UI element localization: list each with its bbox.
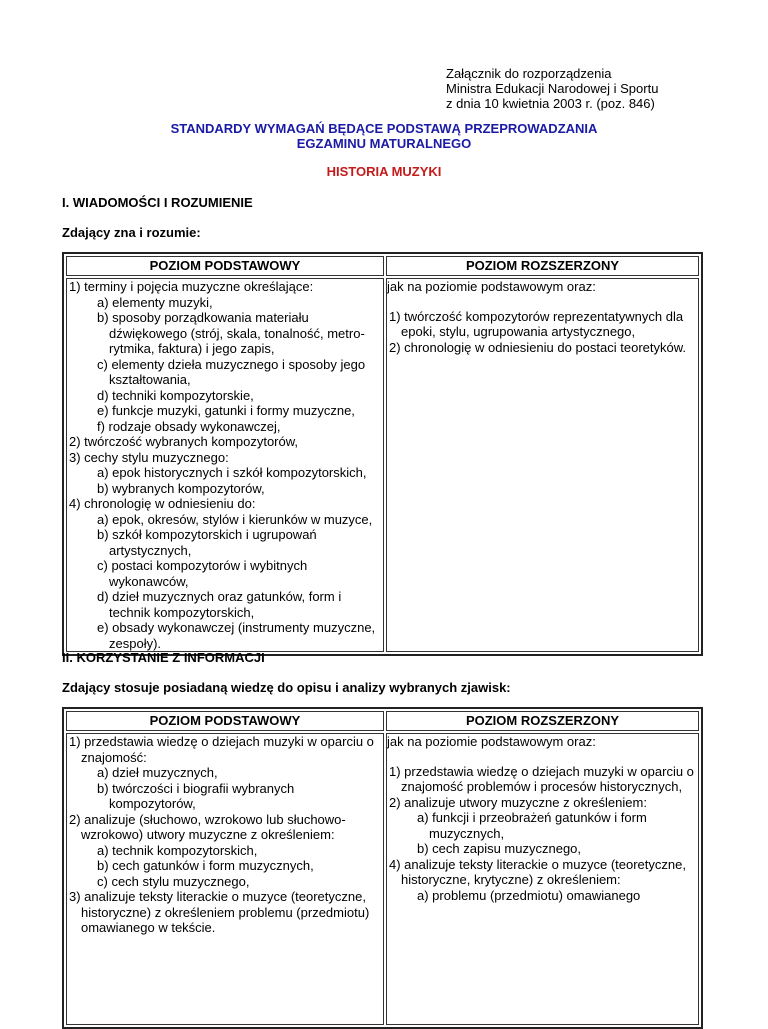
list-subitem: e) obsady wykonawczej (instrumenty muzyczne, zespoły). (97, 620, 376, 651)
section1-extended-cell (386, 278, 699, 652)
list-item: 2) analizuje (słuchowo, wzrokowo lub słuchowo-wzrokowo) utwory muzyczne z określeniem: (69, 811, 346, 842)
annex-line: z dnia 10 kwietnia 2003 r. (poz. 846) (446, 96, 655, 111)
list-item: 3) analizuje teksty literackie o muzyce (teoretyczne, historyczne) z określeniem problemu (przedmiotu) omawianego w tekście. (69, 889, 370, 935)
list-item: 2) twórczość wybranych kompozytorów, (69, 434, 299, 449)
list-subitem: c) cech stylu muzycznego, (97, 873, 250, 889)
list-item: 1) przedstawia wiedzę o dziejach muzyki w oparciu o znajomość problemów i procesów historycznych, (389, 763, 694, 794)
list-subitem: a) epok, okresów, stylów i kierunków w muzyce, (97, 511, 373, 527)
column-header-extended: POZIOM ROZSZERZONY (386, 256, 699, 276)
list-item: 2) analizuje utwory muzyczne z określeniem: (389, 794, 647, 810)
list-subitem: e) funkcje muzyki, gatunki i formy muzyczne, (97, 403, 355, 418)
list-item: 1) twórczość kompozytorów reprezentatywnych dla epoki, stylu, ugrupowania artystycznego, (389, 308, 684, 339)
list-subitem: a) epok historycznych i szkół kompozytorskich, (97, 465, 367, 480)
section1-basic-cell (66, 278, 384, 652)
document-title-line-2: EGZAMINU MATURALNEGO (296, 136, 472, 151)
list-subitem: b) szkół kompozytorskich i ugrupowań artystycznych, (97, 527, 317, 558)
annex-note (446, 66, 658, 111)
list-item: 4) chronologię w odniesieniu do: (69, 496, 256, 511)
list-subitem: b) twórczości i biografii wybranych kompozytorów, (97, 780, 295, 811)
list-subitem: b) cech zapisu muzycznego, (417, 841, 582, 856)
list-subitem: a) funkcji i przeobrażeń gatunków i form muzycznych, (417, 810, 647, 841)
list-subitem: c) elementy dzieła muzycznego i sposoby jego kształtowania, (97, 356, 366, 387)
section1-table (62, 252, 703, 656)
list-subitem: a) problemu (przedmiotu) omawianego (417, 887, 641, 903)
section2-basic-list (67, 734, 383, 936)
column-header-basic: POZIOM PODSTAWOWY (66, 711, 384, 731)
section1-lead: Zdający zna i rozumie: (62, 225, 201, 240)
section1-heading: I. WIADOMOŚCI I ROZUMIENIE (62, 195, 253, 210)
annex-line: Ministra Edukacji Narodowej i Sportu (446, 81, 659, 96)
list-item: 3) cechy stylu muzycznego: (69, 449, 229, 465)
document-title-line-1: STANDARDY WYMAGAŃ BĘDĄCE PODSTAWĄ PRZEPROWADZANIA (170, 121, 598, 136)
list-subitem: f) rodzaje obsady wykonawczej, (97, 418, 281, 434)
section2-extended-cell (386, 733, 699, 1025)
section1-basic-list (67, 279, 383, 651)
section2-heading: II. KORZYSTANIE Z INFORMACJI (62, 650, 265, 665)
list-subitem: a) dzieł muzycznych, (97, 765, 218, 780)
list-subitem: d) dzieł muzycznych oraz gatunków, form i technik kompozytorskich, (97, 589, 342, 620)
section2-basic-cell (66, 733, 384, 1025)
list-subitem: b) wybranych kompozytorów, (97, 480, 265, 496)
section2-extended-intro: jak na poziomie podstawowym oraz: (387, 734, 596, 749)
column-header-extended: POZIOM ROZSZERZONY (386, 711, 699, 731)
annex-line: Załącznik do rozporządzenia (446, 66, 612, 81)
section2-extended-list (387, 764, 698, 904)
list-item: 2) chronologię w odniesieniu do postaci teoretyków. (389, 339, 687, 355)
section1-extended-intro: jak na poziomie podstawowym oraz: (387, 279, 596, 294)
section2-table (62, 707, 703, 1029)
list-subitem: d) techniki kompozytorskie, (97, 387, 254, 403)
section1-extended-list (387, 309, 698, 356)
list-item: 1) przedstawia wiedzę o dziejach muzyki w oparciu o znajomość: (69, 734, 374, 765)
subject-title: HISTORIA MUZYKI (326, 164, 442, 179)
section2-lead: Zdający stosuje posiadaną wiedzę do opisu i analizy wybranych zjawisk: (62, 680, 511, 695)
column-header-basic: POZIOM PODSTAWOWY (66, 256, 384, 276)
list-subitem: b) sposoby porządkowania materiału dźwiękowego (strój, skala, tonalność, metro-rytmika, faktura) i jego zapis, (97, 310, 365, 356)
list-subitem: b) cech gatunków i form muzycznych, (97, 858, 314, 873)
list-item: 1) terminy i pojęcia muzyczne określające: (69, 279, 314, 294)
list-subitem: c) postaci kompozytorów i wybitnych wykonawców, (97, 558, 308, 589)
list-item: 4) analizuje teksty literackie o muzyce (teoretyczne, historyczne, krytyczne) z określeniem: (389, 856, 686, 887)
list-subitem: a) technik kompozytorskich, (97, 842, 258, 858)
list-subitem: a) elementy muzyki, (97, 294, 213, 310)
